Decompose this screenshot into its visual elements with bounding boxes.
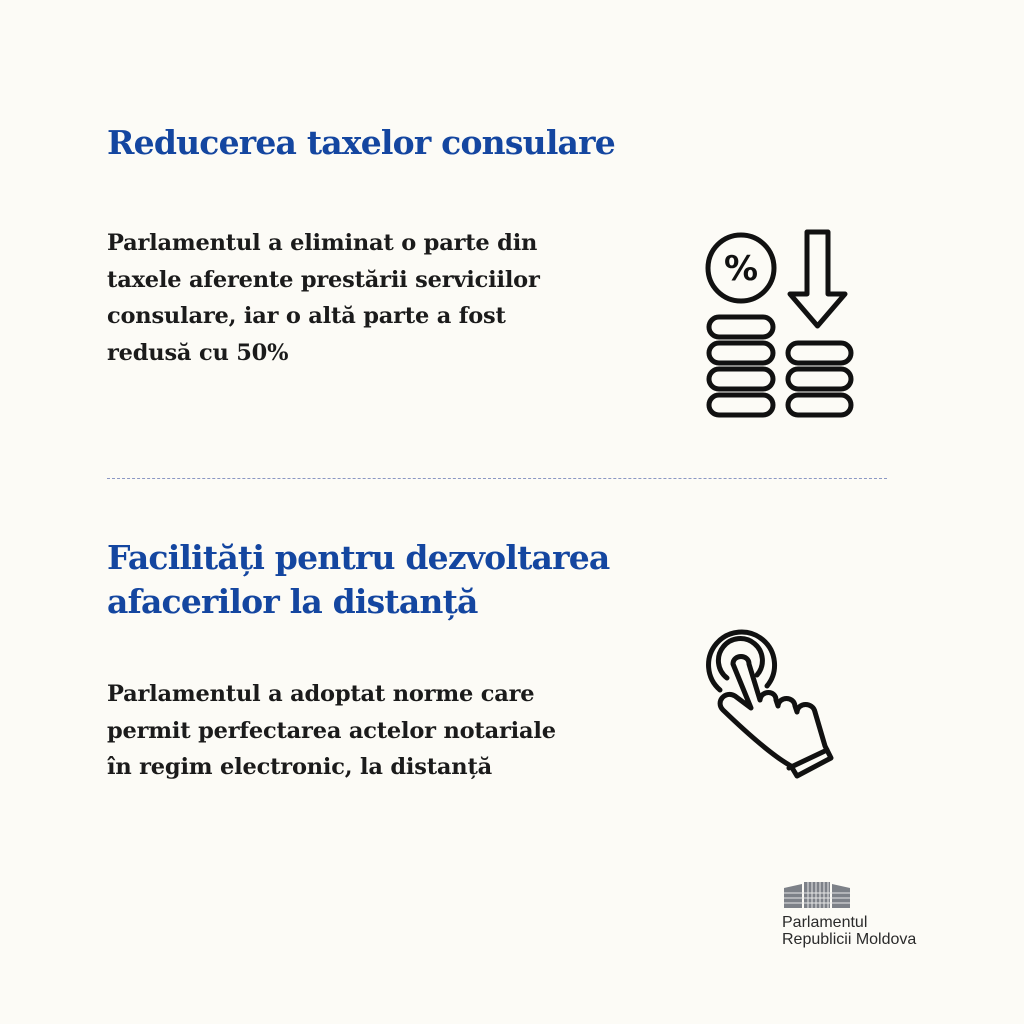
percent-sign: %: [723, 249, 759, 289]
touch-hand-icon: [705, 628, 845, 788]
section-text-consular-fees: [107, 225, 540, 371]
right-coin-stack: [788, 343, 851, 415]
text-line: Parlamentul a adoptat norme care: [107, 681, 535, 707]
section-title-consular-fees: Reducerea taxelor consulare: [107, 123, 615, 162]
logo-line: Parlamentul: [782, 914, 868, 931]
title-line: afacerilor la distanță: [107, 582, 478, 621]
logo-line: Republicii Moldova: [782, 931, 917, 948]
text-line: redusă cu 50%: [107, 339, 289, 366]
logo-text: [782, 914, 942, 948]
section-divider: [107, 478, 887, 479]
text-line: în regim electronic, la distanță: [107, 754, 493, 780]
text-line: consulare, iar o altă parte a fost: [107, 303, 506, 329]
down-arrow: [790, 232, 845, 326]
section-title-remote-business: [107, 536, 610, 624]
text-line: taxele aferente prestării serviciilor: [107, 266, 540, 293]
section-text-remote-business: [107, 676, 556, 786]
text-line: Parlamentul a eliminat o parte din: [107, 230, 538, 256]
text-line: permit perfectarea actelor notariale: [107, 717, 556, 744]
title-line: Facilități pentru dezvoltarea: [107, 538, 610, 577]
parliament-building-icon: [782, 880, 852, 910]
parliament-logo: [782, 880, 942, 948]
left-coin-stack: [709, 317, 773, 415]
percent-coins-down-arrow-icon: [700, 228, 865, 423]
